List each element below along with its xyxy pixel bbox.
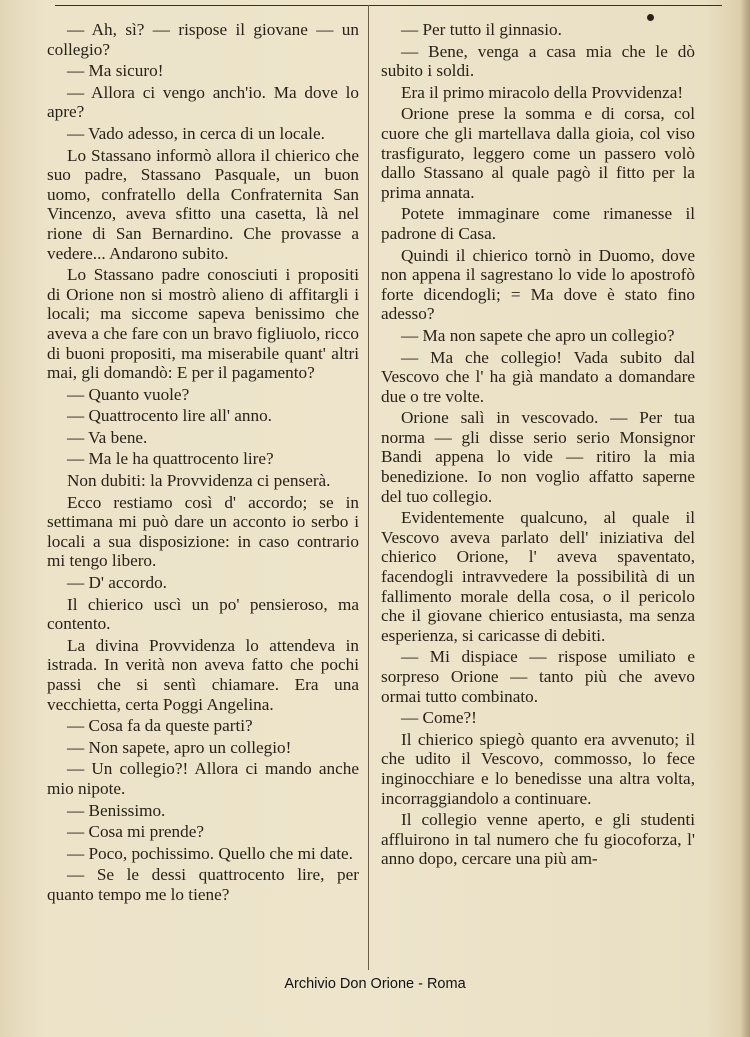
- paragraph: — Poco, pochissimo. Quello che mi date.: [67, 843, 353, 863]
- paragraph: — Come?!: [401, 708, 477, 728]
- paragraph: — Quattrocento lire all' anno.: [67, 406, 272, 426]
- paragraph: — Non sapete, apro un collegio!: [67, 737, 292, 757]
- paragraph: Il chierico spiegò quanto era avvenuto; il che udito il Vescovo, commosso, lo fece inginocchiare e lo benedisse una altra volta, incorraggiandolo a continuare.: [381, 729, 695, 808]
- paragraph: — Ah, sì? — rispose il giovane — un collegio?: [47, 20, 359, 59]
- paragraph: Era il primo miracolo della Provvidenza!: [401, 82, 684, 102]
- paragraph: Non dubiti: la Provvidenza ci penserà.: [67, 471, 331, 491]
- paragraph: — Bene, venga a casa mia che le dò subito i soldi.: [381, 41, 695, 81]
- right-column: [381, 20, 695, 871]
- paragraph: — Ma non sapete che apro un collegio?: [401, 325, 675, 345]
- page-edge-shadow: [740, 0, 750, 1037]
- paragraph: — Cosa mi prende?: [67, 822, 204, 842]
- left-column: [47, 20, 359, 907]
- paragraph: — Ma che collegio! Vada subito dal Vescovo che l' ha già mandato a domandare due o tre volte.: [381, 347, 695, 406]
- paragraph: Potete immaginare come rimanesse il padrone di Casa.: [381, 204, 695, 243]
- paragraph: — Ma le ha quattrocento lire?: [67, 449, 274, 469]
- paragraph: Orione salì in vescovado. — Per tua norma — gli disse serio serio Monsignor Bandi appena lo vide — ritiro la mia benedizione. Io non voglio affatto saperne del tuo collegio.: [381, 408, 695, 506]
- paragraph: — Per tutto il ginnasio.: [401, 20, 562, 39]
- paragraph: — Ma sicuro!: [67, 61, 164, 81]
- archive-footer: Archivio Don Orione - Roma: [284, 976, 466, 992]
- top-rule: [55, 5, 722, 6]
- paragraph: Il chierico uscì un po' pensieroso, ma contento.: [47, 594, 359, 634]
- paragraph: Orione prese la somma e di corsa, col cuore che gli martellava dalla gioia, col viso trasfigurato, leggero come un passero volò dallo Stassano al quale pagò il fitto per la prima annata.: [381, 104, 695, 202]
- paragraph: — Allora ci vengo anch'io. Ma dove lo apre?: [47, 82, 359, 122]
- paragraph: Lo Stassano padre conosciuti i propositi di Orione non si mostrò alieno di affitargli i locali; ma siccome sapeva benissimo che aveva a che fare con un bravo figliuolo, ricco di buoni propositi, ma miserabile quant' altri mai, gli domandò: E per il pagamento?: [47, 265, 359, 383]
- paragraph: — Un collegio?! Allora ci mando anche mio nipote.: [47, 759, 359, 798]
- paragraph: La divina Provvidenza lo attendeva in istrada. In verità non aveva fatto che pochi passi che si sentì chiamare. Era una vecchietta, certa Poggi Angelina.: [47, 635, 359, 714]
- paragraph: Evidentemente qualcuno, al quale il Vescovo aveva parlato dell' iniziativa del chierico Orione, l' aveva spaventato, facendogli intravvedere la possibilità di un fallimento morale della cosa, o il pericolo che il giovane chierico entusiasta, ma senza esperienza, si caricasse di debiti.: [381, 508, 695, 645]
- paragraph: Lo Stassano informò allora il chierico che suo padre, Stassano Pasquale, un buon uomo, confratello della Confraternita San Vincenzo, aveva sfitto una casetta, là nel rione di San Bernardino. Che provasse a vedere... Andarono subito.: [47, 145, 359, 263]
- paragraph: — Quanto vuole?: [67, 384, 190, 404]
- column-divider: [368, 5, 369, 970]
- paragraph: — Se le dessi quattrocento lire, per quanto tempo me lo tiene?: [47, 865, 359, 904]
- paragraph: — Cosa fa da queste parti?: [67, 716, 253, 736]
- paragraph: Il collegio venne aperto, e gli studenti affluirono in tal numero che fu giocoforza, l' anno dopo, cercare una più am-: [381, 810, 695, 869]
- paragraph: — Mi dispiace — rispose umiliato e sorpreso Orione — tanto più che avevo ormai tutto combinato.: [381, 647, 695, 706]
- paragraph: Quindi il chierico tornò in Duomo, dove non appena il sagrestano lo vide lo apostrofò forte dicendogli; = Ma dove è stato fino adesso?: [381, 245, 695, 324]
- paragraph: — D' accordo.: [67, 573, 167, 593]
- paragraph: — Benissimo.: [67, 800, 166, 820]
- paragraph: — Vado adesso, in cerca di un locale.: [67, 123, 325, 143]
- paragraph: — Va bene.: [67, 427, 148, 447]
- paragraph: Ecco restiamo così d' accordo; se in settimana mi può dare un acconto io serbo i locali a sua disposizione: in caso contrario mi tengo libero.: [47, 492, 359, 571]
